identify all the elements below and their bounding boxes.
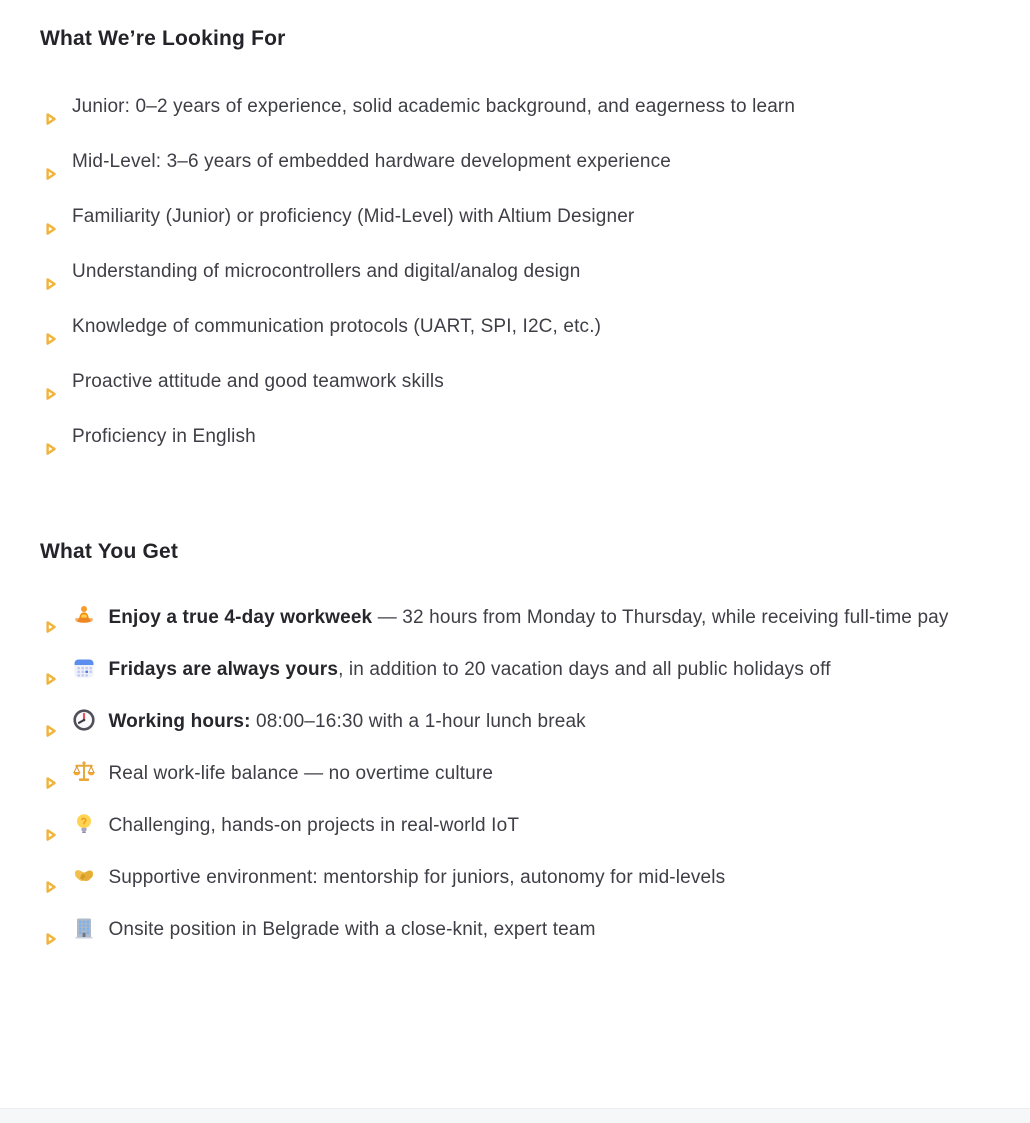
triangle-bullet-icon <box>45 714 57 728</box>
triangle-bullet-icon <box>45 430 57 444</box>
triangle-bullet-icon <box>45 922 57 936</box>
triangle-bullet-icon <box>45 818 57 832</box>
list-item-text: Mid-Level: 3–6 years of embedded hardware development experience <box>72 151 671 172</box>
list-item-text: , in addition to 20 vacation days and all public holidays off <box>338 659 831 680</box>
what-you-get-list <box>40 599 960 948</box>
list-item-text: 08:00–16:30 with a 1-hour lunch break <box>250 711 586 732</box>
list-item-text: Proficiency in English <box>72 426 256 447</box>
list-item <box>40 703 960 740</box>
page-bottom-strip <box>0 1108 1030 1123</box>
triangle-bullet-icon <box>45 610 57 624</box>
list-item-text: Real work-life balance — no overtime culture <box>108 763 494 784</box>
handshake-icon <box>72 864 96 888</box>
list-item-bold-text: Working hours: <box>108 711 251 732</box>
list-item-text: Challenging, hands-on projects in real-world IoT <box>108 815 520 836</box>
looking-for-list <box>40 86 960 457</box>
calendar-icon <box>72 656 96 680</box>
clock-icon <box>72 708 96 732</box>
section-heading-looking-for: What We’re Looking For <box>40 27 286 50</box>
light-bulb-icon <box>72 812 96 836</box>
list-item <box>40 86 960 127</box>
list-item <box>40 651 960 688</box>
triangle-bullet-icon <box>45 100 57 114</box>
list-item-text: — 32 hours from Monday to Thursday, while receiving full-time pay <box>372 607 949 628</box>
lotus-person-icon <box>72 604 96 628</box>
triangle-bullet-icon <box>45 155 57 169</box>
list-item <box>40 755 960 792</box>
list-item-text: Junior: 0–2 years of experience, solid academic background, and eagerness to learn <box>72 96 796 117</box>
list-item-text: Supportive environment: mentorship for juniors, autonomy for mid-levels <box>108 867 726 888</box>
balance-scale-icon <box>72 760 96 784</box>
list-item-text: Understanding of microcontrollers and digital/analog design <box>72 261 581 282</box>
triangle-bullet-icon <box>45 265 57 279</box>
list-item <box>40 251 960 292</box>
list-item-text: Knowledge of communication protocols (UART, SPI, I2C, etc.) <box>72 316 602 337</box>
list-item <box>40 911 960 948</box>
list-item-text: Proactive attitude and good teamwork skills <box>72 371 444 392</box>
section-heading-what-you-get: What You Get <box>40 540 179 563</box>
list-item <box>40 859 960 896</box>
triangle-bullet-icon <box>45 210 57 224</box>
triangle-bullet-icon <box>45 766 57 780</box>
list-item <box>40 361 960 402</box>
triangle-bullet-icon <box>45 375 57 389</box>
list-item <box>40 306 960 347</box>
office-building-icon <box>72 916 96 940</box>
triangle-bullet-icon <box>45 870 57 884</box>
list-item <box>40 599 960 636</box>
list-item-text: Familiarity (Junior) or proficiency (Mid-Level) with Altium Designer <box>72 206 635 227</box>
list-item <box>40 196 960 237</box>
list-item <box>40 141 960 182</box>
list-item-bold-text: Fridays are always yours <box>108 659 339 680</box>
triangle-bullet-icon <box>45 320 57 334</box>
list-item-text: Onsite position in Belgrade with a close-knit, expert team <box>108 919 596 940</box>
list-item <box>40 416 960 457</box>
list-item-bold-text: Enjoy a true 4-day workweek <box>108 607 373 628</box>
triangle-bullet-icon <box>45 662 57 676</box>
list-item <box>40 807 960 844</box>
